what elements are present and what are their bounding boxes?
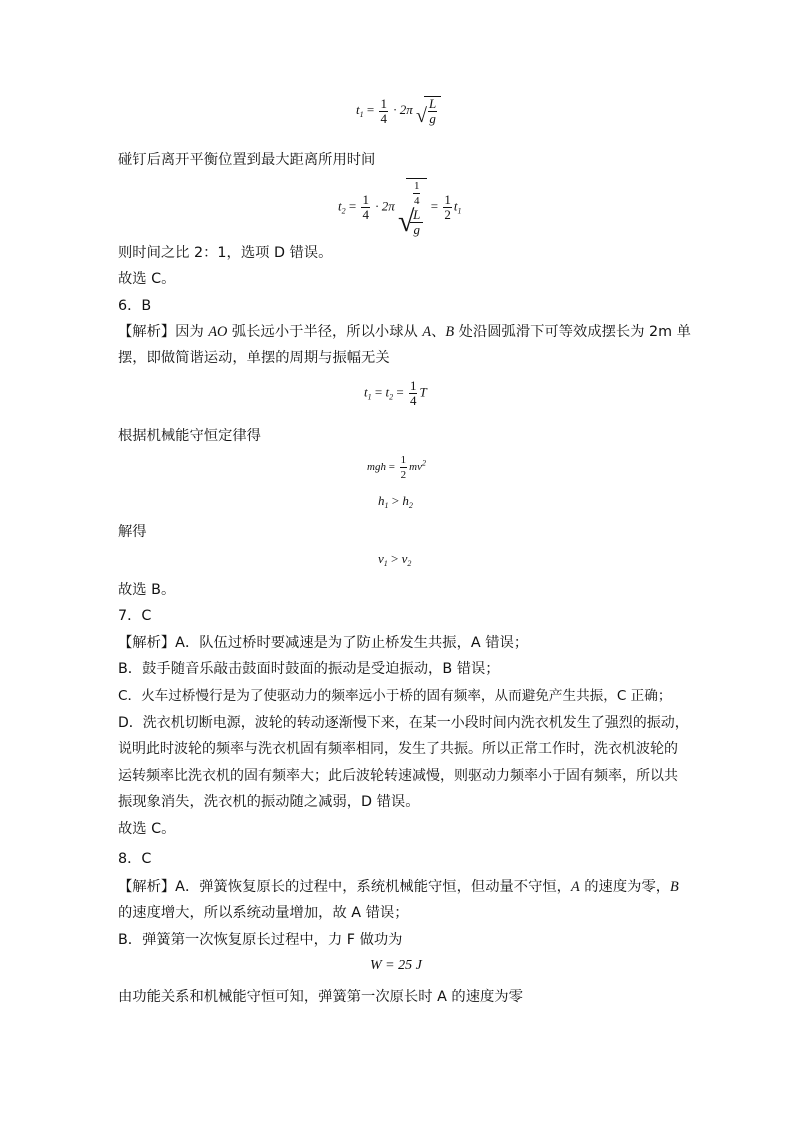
text-span: 处沿圆弧滑下可等效成摆长为 2m 单 [454,324,691,340]
frac-den: 4 [362,207,369,222]
math-var: B [670,879,679,895]
frac-num: 1 [380,95,387,111]
math-var: B [445,324,455,340]
fraction [428,97,437,126]
answer-number: 8．C [118,851,152,867]
sqrt [416,96,441,126]
eq-var: mgh [367,461,386,474]
text-span: 的速度为零， [579,879,671,895]
math-var: A [570,879,580,895]
text-line: 故选 C。 [118,821,176,837]
equation-t1-period [356,96,441,126]
eq-var: t [364,384,368,400]
text-line: 说明此时波轮的频率与洗衣机固有频率相同，发生了共振。所以正常工作时，洗衣机波轮的 [118,741,678,757]
eq-sub: 1 [383,559,388,568]
radical-sign: √ [415,105,427,127]
eq-var: L [413,207,421,222]
eq-var: h [402,493,409,508]
eq-sub: 1 [384,501,389,510]
equation-v-compare [378,551,411,568]
equation-energy [367,453,426,482]
fraction [379,97,388,126]
text-line [118,875,679,899]
frac-num: L [428,96,437,111]
answer-number: 7．C [118,608,152,624]
text-line: 则时间之比 2：1，选项 D 错误。 [118,245,333,261]
eq-sign: > [388,493,403,508]
eq-var: v [401,551,408,566]
text-line: D．洗衣机切断电源，波轮的转动逐渐慢下来，在某一小段时间内洗衣机发生了强烈的振动， [118,715,689,731]
text-line: 由功能关系和机械能守恒可知，弹簧第一次原长时 A 的速度为零 [118,989,523,1005]
text-line: B．鼓手随音乐敲击鼓面时鼓面的振动是受迫振动，B 错误； [118,661,500,677]
equation-t2-period [338,178,461,237]
fraction [361,193,370,222]
frac-num: 1 [400,454,407,466]
equation-t1-t2 [364,379,427,408]
fraction [443,193,452,222]
eq-sign: = [393,384,407,400]
eq-sub: 2 [407,559,412,568]
frac-num: 1 [409,378,417,393]
text-line: 根据机械能守恒定律得 [118,428,261,444]
eq-sign: > [387,551,402,566]
text-line [118,320,691,344]
text-line: 解得 [118,524,147,540]
text-line: 故选 B。 [118,582,176,598]
text-line: 故选 C。 [118,271,176,287]
text-line: 的速度增大，所以系统动量增加，故 A 错误； [118,905,409,921]
text-span: 弧长远小于半径，所以小球从 [227,324,423,340]
fraction [413,179,421,208]
math-var: AO [208,324,228,340]
eq-sub: 1 [359,109,364,119]
eq-var: v [378,551,384,566]
text-line: B．弹簧第一次恢复原长过程中，力 F 做功为 [118,932,403,948]
eq-var: t [385,384,390,400]
equation-work: W = 25 J [370,958,422,973]
text-span: 【解析】因为 [118,324,209,340]
frac-num: 1 [444,192,451,207]
eq-sub: 1 [457,206,462,216]
radical-sign: √ [397,205,415,238]
text-line: 碰钉后离开平衡位置到最大距离所用时间 [118,152,376,168]
eq-sign: = [348,198,357,214]
eq-sign: = [385,461,398,474]
eq-var: T [419,384,427,400]
text-line: 摆，即做简谐运动，单摆的周期与振幅无关 [118,350,390,366]
eq-term: · 2π [375,198,395,214]
frac-den: 4 [409,393,417,408]
text-line: 运转频率比洗衣机的固有频率大；此后波轮转速减慢，则驱动力频率小于固有频率，所以共 [118,768,678,784]
eq-var: t [356,101,360,117]
frac-den: 4 [413,195,420,207]
frac-num: 1 [413,180,420,192]
eq-term: · 2π [393,101,413,117]
answer-number: 6．B [118,298,152,314]
eq-sign: = [430,198,439,214]
frac-den: 2 [400,469,407,481]
eq-sign: = [371,384,386,400]
text-span: 【解析】A．弹簧恢复原长的过程中，系统机械能守恒，但动量不守恒， [118,879,571,895]
text-line: 振现象消失，洗衣机的振动随之减弱，D 错误。 [118,794,420,810]
frac-den: 2 [444,207,451,222]
equation-h-compare [378,493,413,510]
eq-sub: 1 [367,392,372,402]
math-var: A [422,324,432,340]
text-span: 、 [431,324,446,340]
eq-sub: 2 [341,206,346,216]
frac-den: g [413,222,420,237]
eq-sup: 2 [422,458,426,468]
frac-den: 4 [380,110,387,126]
sqrt [398,178,428,237]
eq-sign: = [366,101,375,117]
eq-var: t [338,198,342,214]
frac-den: g [429,111,436,126]
frac-num: 1 [362,192,369,207]
eq-sub: 2 [389,392,394,402]
eq-var: h [378,493,385,508]
eq-sub: 2 [408,501,413,510]
eq-var: mv [409,461,422,474]
text-line: 【解析】A．队伍过桥时要减速是为了防止桥发生共振，A 错误； [118,635,529,651]
eq-var: t [453,198,458,214]
fraction [409,379,418,408]
text-line: C．火车过桥慢行是为了使驱动力的频率远小于桥的固有频率，从而避免产生共振，C 正确； [118,688,672,704]
fraction [400,453,408,482]
